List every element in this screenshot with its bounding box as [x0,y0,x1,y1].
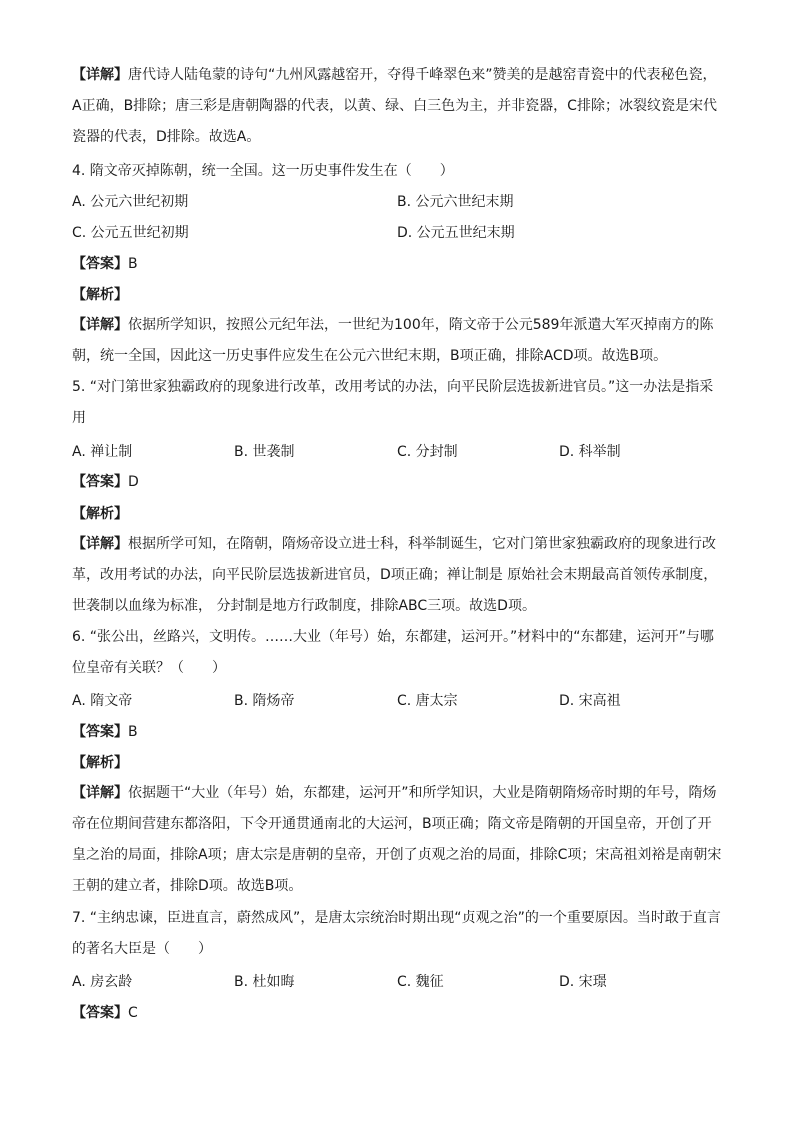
q6-stem: 6. “张公出，丝路兴，文明传。……大业（年号）始，东都建，运河开。”材料中的“东都建，运河开”与哪位皇帝有关联？（ ） [72,629,714,676]
q4-option-a: A. 公元六世纪初期 [72,194,189,210]
q7-answer [72,1004,138,1022]
q4-option-d: D. 公元五世纪末期 [397,225,515,241]
q6-detail-text: 依据题干“大业（年号）始，东都建，运河开”和所学知识，大业是隋朝隋炀帝时期的年号，隋炀帝在位期间营建东都洛阳，下令开通贯通南北的大运河，B项正确；隋文帝是隋朝的开国皇帝，开创了开皇之治的局面，排除A项；唐太宗是唐朝的皇帝，开创了贞观之治的局面，排除C项；宋高祖刘裕是南朝宋王朝的建立者，排除D项。故选B项。 [72,785,722,894]
q5-answer [72,473,139,491]
q6-option-a: A. 隋文帝 [72,693,133,709]
answer-tag: 【答案】 [72,1005,128,1021]
q3-detail [72,60,722,153]
q5-answer-value: D [128,474,139,490]
q7-option-d: D. 宋璟 [559,974,607,990]
detail-tag: 【详解】 [72,67,128,83]
q7-answer-value: C [128,1005,138,1021]
q5-detail [72,529,722,622]
answer-tag: 【答案】 [72,474,128,490]
q6-answer-value: B [128,724,138,740]
q5-analysis-tag: 【解析】 [72,506,128,522]
answer-tag: 【答案】 [72,724,128,740]
q3-detail-text: 唐代诗人陆龟蒙的诗句“九州风露越窑开，夺得千峰翠色来”赞美的是越窑青瓷中的代表秘色瓷，A正确，B排除；唐三彩是唐朝陶器的代表，以黄、绿、白三色为主，并非瓷器，C排除；冰裂纹瓷是宋代瓷器的代表，D排除。故选A。 [72,67,717,145]
detail-tag: 【详解】 [72,536,128,552]
q5-option-a: A. 禅让制 [72,444,133,460]
detail-tag: 【详解】 [72,317,128,333]
q4-detail-text: 依据所学知识，按照公元纪年法，一世纪为100年，隋文帝于公元589年派遣大军灭掉南方的陈朝，统一全国，因此这一历史事件应发生在公元六世纪末期，B项正确，排除ACD项。故选B项。 [72,317,714,364]
q4-stem: 4. 隋文帝灭掉陈朝，统一全国。这一历史事件发生在（ ） [72,163,454,179]
q6-answer [72,723,138,741]
detail-tag: 【详解】 [72,785,128,801]
q4-detail [72,310,722,372]
q7-option-a: A. 房玄龄 [72,974,133,990]
q5-option-c: C. 分封制 [397,444,458,460]
q4-option-c: C. 公元五世纪初期 [72,225,189,241]
q6-analysis-tag: 【解析】 [72,755,128,771]
q6-option-b: B. 隋炀帝 [234,693,295,709]
q7-option-c: C. 魏征 [397,974,444,990]
q6-option-d: D. 宋高祖 [559,693,621,709]
q6-detail [72,778,722,902]
q4-answer [72,255,138,273]
q7-stem: 7. “主纳忠谏，臣进直言，蔚然成风”，是唐太宗统治时期出现“贞观之治”的一个重要原因。当时敢于直言的著名大臣是（ ） [72,910,721,957]
q4-option-b: B. 公元六世纪末期 [397,194,514,210]
answer-tag: 【答案】 [72,256,128,272]
q5-stem: 5. “对门第世家独霸政府的现象进行改革，改用考试的办法，向平民阶层选拔新进官员。”这一办法是指采用 [72,379,714,426]
q4-analysis-tag: 【解析】 [72,287,128,303]
q5-detail-text: 根据所学可知，在隋朝，隋炀帝设立进士科，科举制诞生，它对门第世家独霸政府的现象进行改革，改用考试的办法，向平民阶层选拔新进官员，D项正确；禅让制是 原始社会末期最高首领传承制度， 世袭制以血缘为标准， 分封制是地方行政制度，排除ABC三项。故选D项。 [72,536,718,614]
q6-option-c: C. 唐太宗 [397,693,458,709]
q4-answer-value: B [128,256,138,272]
q7-option-b: B. 杜如晦 [234,974,295,990]
q5-option-b: B. 世袭制 [234,444,295,460]
q5-option-d: D. 科举制 [559,444,621,460]
